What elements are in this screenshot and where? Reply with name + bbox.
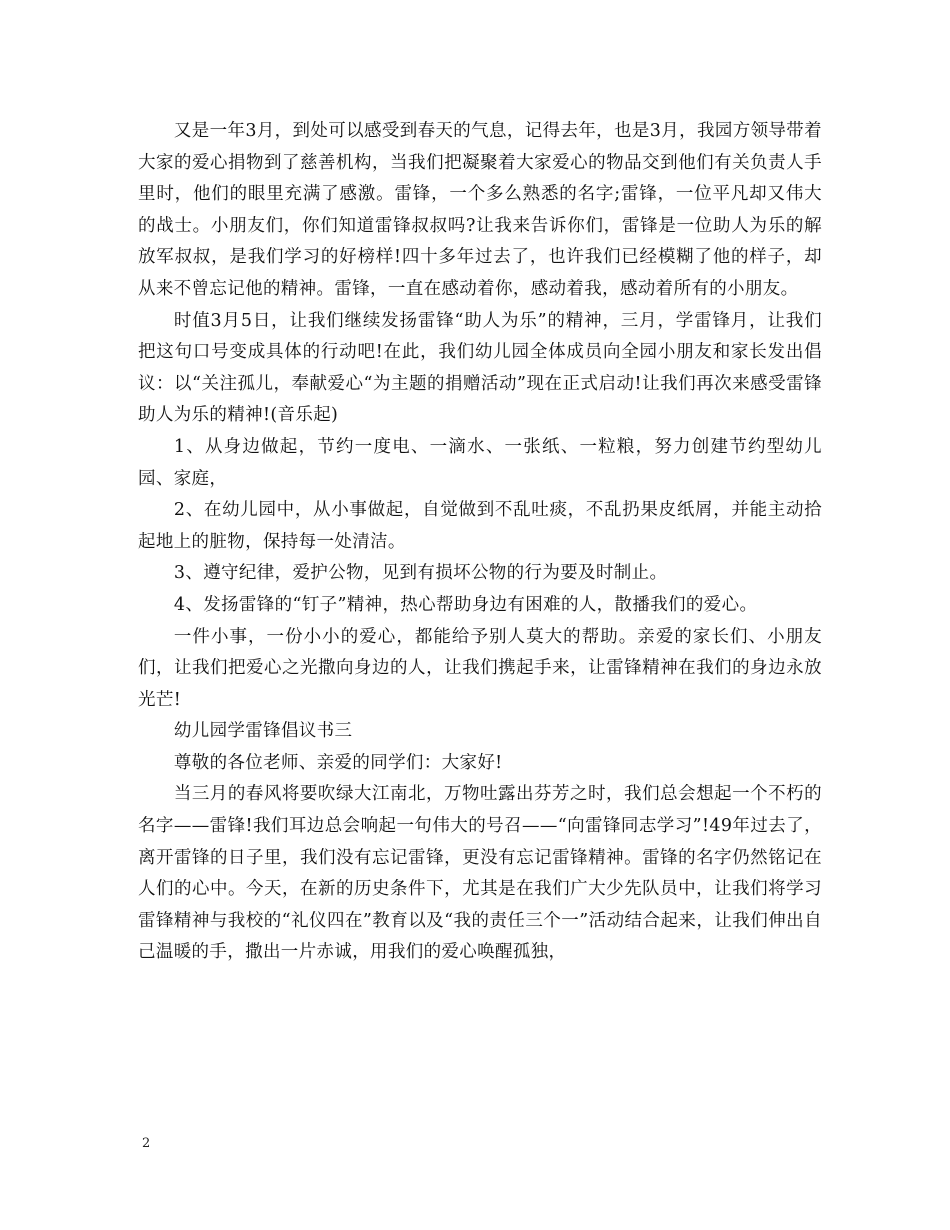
paragraph-closing: 一件小事，一份小小的爱心，都能给予别人莫大的帮助。亲爱的家长们、小朋友们，让我们把爱心之光撒向身边的人，让我们携起手来，让雷锋精神在我们的身边永放光芒!	[138, 626, 822, 710]
list-item-3: 3、遵守纪律，爱护公物，见到有损坏公物的行为要及时制止。	[173, 563, 668, 584]
section-heading: 幼儿园学雷锋倡议书三	[173, 721, 353, 742]
list-item-1: 1、从身边做起，节约一度电、一滴水、一张纸、一粒粮，努力创建节约型幼儿园、家庭，	[138, 436, 822, 489]
salutation: 尊敬的各位老师、亲爱的同学们：大家好!	[173, 752, 503, 773]
paragraph-proposal: 时值3月5日，让我们继续发扬雷锋“助人为乐”的精神，三月，学雷锋月，让我们把这句口号变成具体的行动吧!在此，我们幼儿园全体成员向全园小朋友和家长发出倡议：以“关注孤儿，奉献爱心“为主题的捐赠活动”现在正式启动!让我们再次来感受雷锋助人为乐的精神!(音乐起)	[138, 310, 822, 426]
list-item-4: 4、发扬雷锋的“钉子”精神，热心帮助身边有困难的人，散播我们的爱心。	[173, 594, 758, 615]
paragraph-intro: 又是一年3月，到处可以感受到春天的气息，记得去年，也是3月，我园方领导带着大家的爱心捐物到了慈善机构，当我们把凝聚着大家爱心的物品交到他们有关负责人手里时，他们的眼里充满了感激。雷锋，一个多么熟悉的名字;雷锋，一位平凡却又伟大的战士。小朋友们，你们知道雷锋叔叔吗?让我来告诉你们，雷锋是一位助人为乐的解放军叔叔，是我们学习的好榜样!四十多年过去了，也许我们已经模糊了他的样子，却从来不曾忘记他的精神。雷锋，一直在感动着你，感动着我，感动着所有的小朋友。	[138, 121, 822, 299]
page-number: 2	[142, 1136, 151, 1151]
document-body	[138, 116, 822, 969]
list-item-2: 2、在幼儿园中，从小事做起，自觉做到不乱吐痰，不乱扔果皮纸屑，并能主动拾起地上的脏物，保持每一处清洁。	[138, 500, 822, 552]
paragraph-section-three: 当三月的春风将要吹绿大江南北，万物吐露出芬芳之时，我们总会想起一个不朽的名字——雷锋!我们耳边总会响起一句伟大的号召——“向雷锋同志学习”!49年过去了，离开雷锋的日子里，我们没有忘记雷锋，更没有忘记雷锋精神。雷锋的名字仍然铭记在人们的心中。今天，在新的历史条件下，尤其是在我们广大少先队员中，让我们将学习雷锋精神与我校的“礼仪四在”教育以及“我的责任三个一”活动结合起来，让我们伸出自己温暖的手，撒出一片赤诚，用我们的爱心唤醒孤独，	[138, 784, 822, 963]
